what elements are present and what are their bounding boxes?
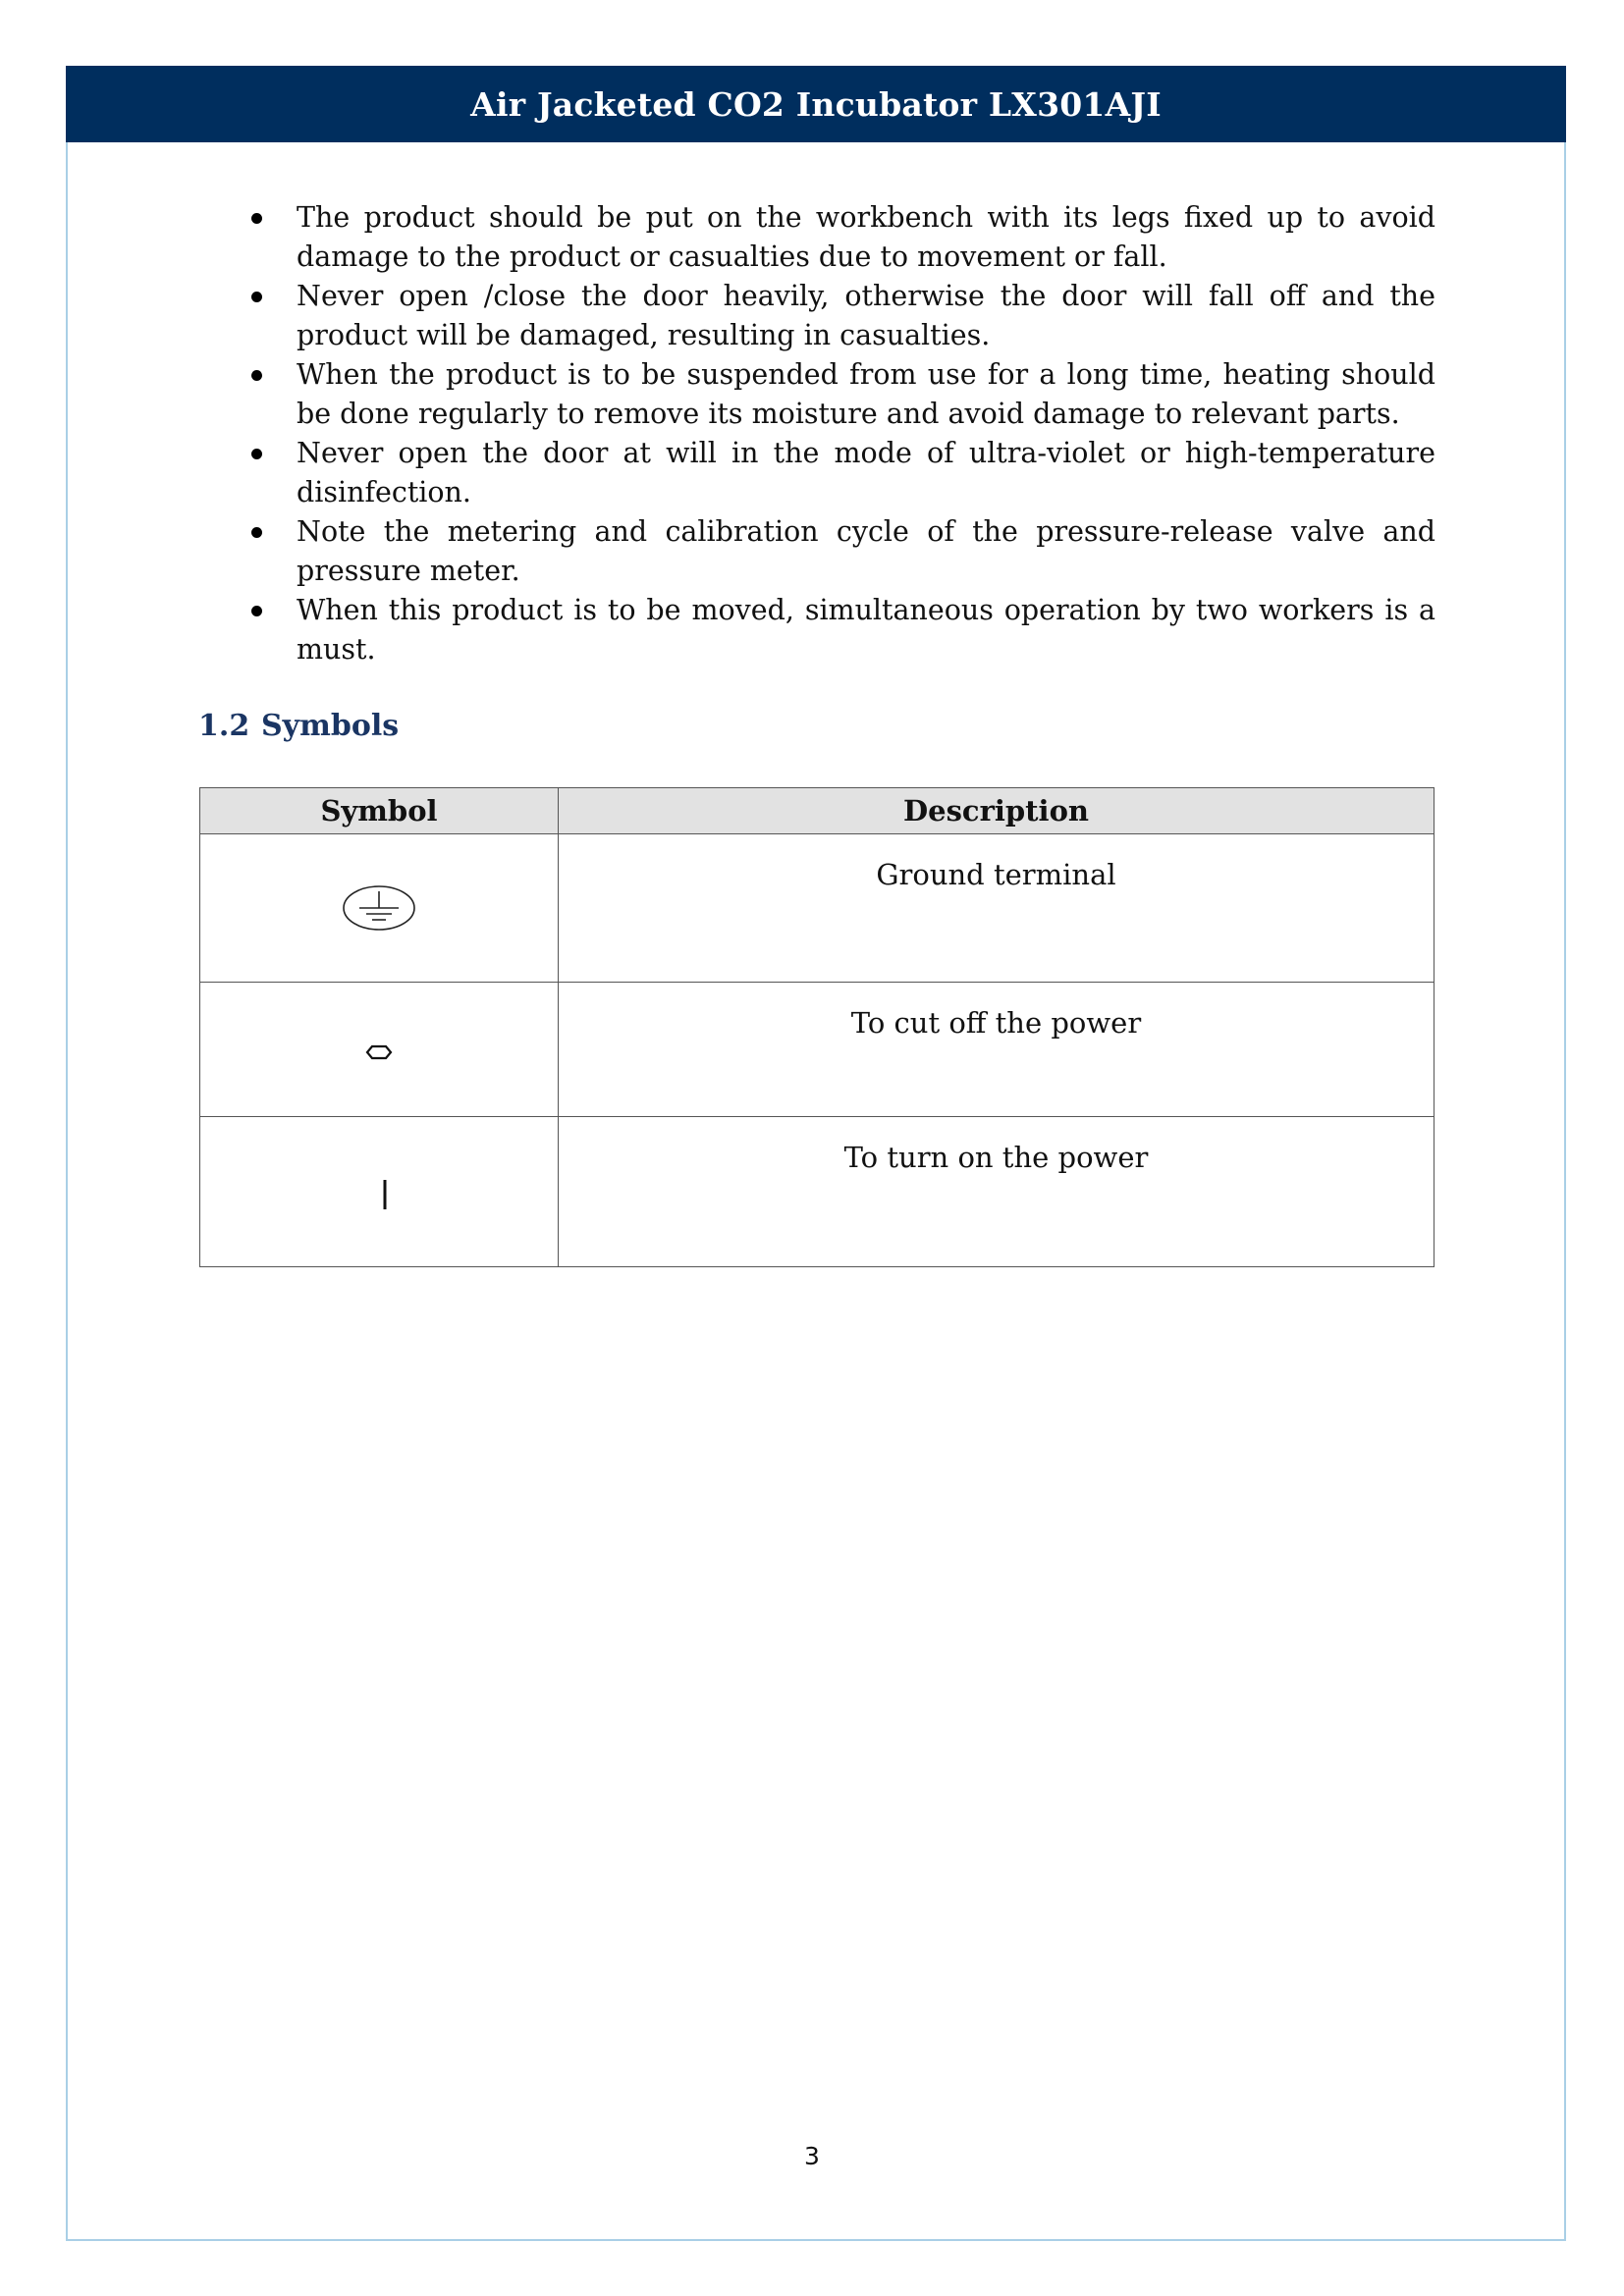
ground-terminal-icon [340,883,418,933]
bullet-item [245,355,1435,434]
symbol-cell [200,834,559,983]
bullet-item [245,434,1435,512]
symbol-cell [200,1117,559,1267]
power-on-icon [375,1177,395,1212]
bullet-dot-icon [251,213,262,224]
bullet-item [245,512,1435,591]
column-header-description: Description [559,788,1435,834]
section-title: Symbols [261,709,400,743]
section-heading [198,709,399,743]
bullet-item [245,198,1435,277]
bullet-text: When the product is to be suspended from use for a long time, heating should be done regularly to remove its moisture and avoid damage to relevant parts. [297,358,1435,430]
table-row [200,834,1435,983]
description-cell: To cut off the power [559,983,1435,1117]
description-cell: To turn on the power [559,1117,1435,1267]
table-header-row [200,788,1435,834]
page-number: 3 [804,2142,820,2170]
symbols-table [199,787,1435,1267]
bullet-text: Never open the door at will in the mode of ultra-violet or high-temperature disinfection. [297,437,1435,508]
document-title: Air Jacketed CO2 Incubator LX301AJI [470,84,1162,124]
power-off-icon [364,1043,394,1061]
column-header-symbol: Symbol [200,788,559,834]
bullet-dot-icon [251,292,262,302]
safety-bullet-list [245,198,1435,669]
bullet-dot-icon [251,370,262,381]
description-cell: Ground terminal [559,834,1435,983]
bullet-dot-icon [251,449,262,459]
bullet-text: The product should be put on the workbench with its legs fixed up to avoid damage to the product or casualties due to movement or fall. [297,201,1435,273]
symbol-cell [200,983,559,1117]
table-row [200,1117,1435,1267]
bullet-text: When this product is to be moved, simultaneous operation by two workers is a must. [297,594,1435,666]
bullet-dot-icon [251,527,262,538]
bullet-item [245,591,1435,669]
table-row [200,983,1435,1117]
header-bar [66,66,1566,142]
section-number: 1.2 [198,709,250,743]
bullet-item [245,277,1435,355]
bullet-text: Note the metering and calibration cycle of the pressure-release valve and pressure meter. [297,515,1435,587]
bullet-dot-icon [251,606,262,616]
bullet-text: Never open /close the door heavily, otherwise the door will fall off and the product will be damaged, resulting in casualties. [297,280,1435,351]
